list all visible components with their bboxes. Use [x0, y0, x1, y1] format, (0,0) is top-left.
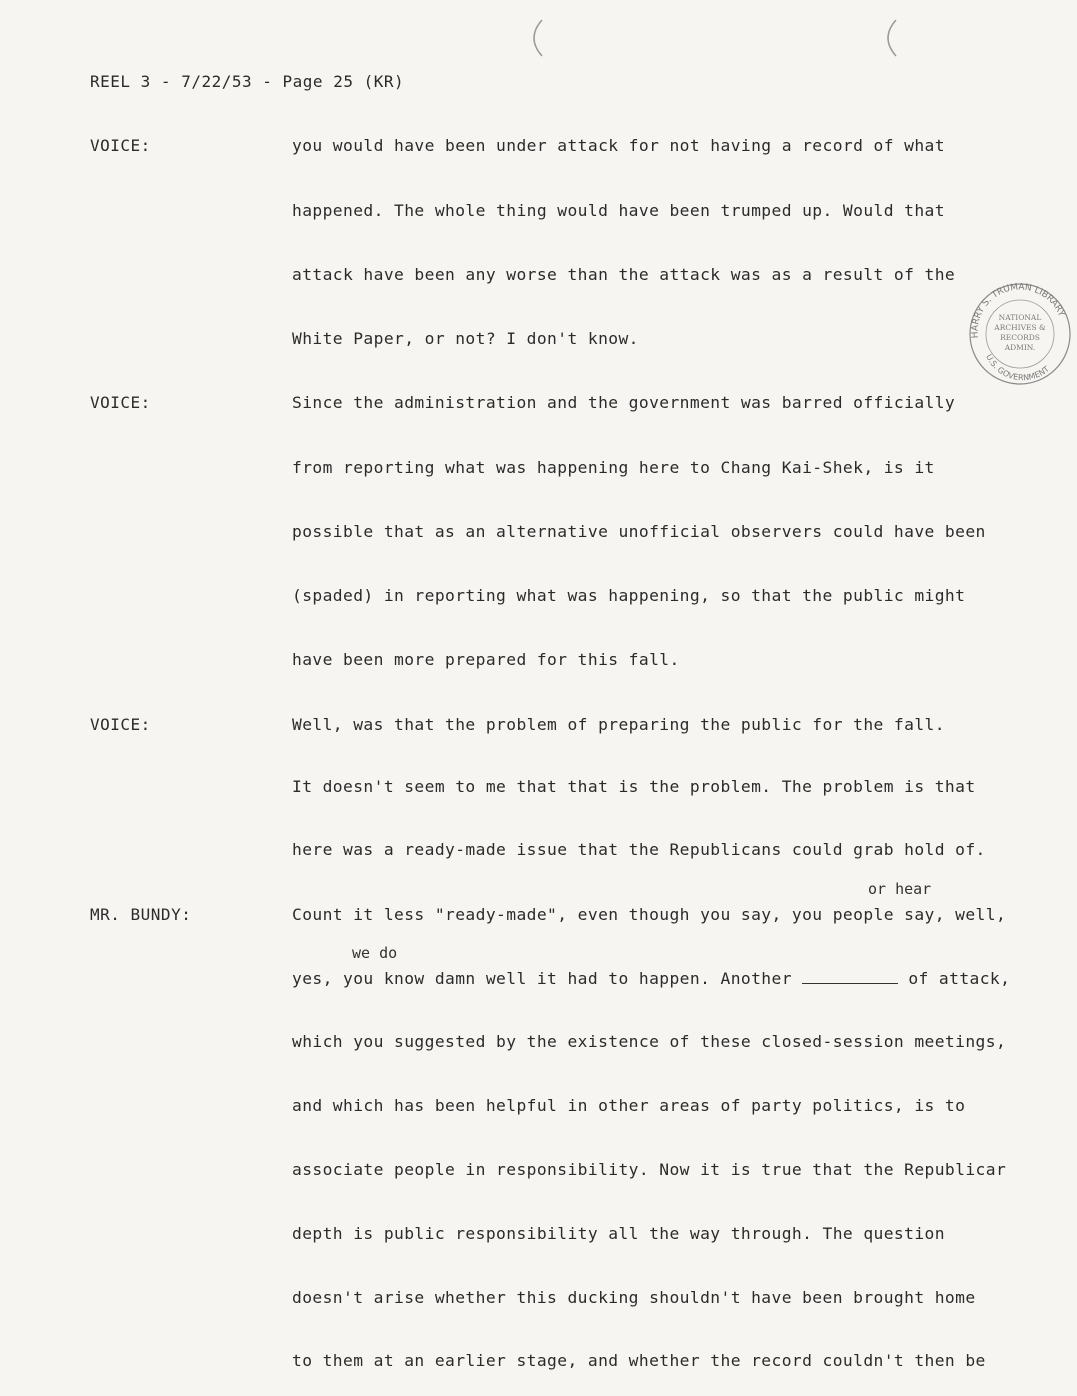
transcript-line — [292, 969, 1010, 988]
transcript-line: happened. The whole thing would have been trumped up. Would that — [292, 201, 945, 220]
transcript-line: It doesn't seem to me that that is the problem. The problem is that — [292, 777, 976, 796]
transcript-line: (spaded) in reporting what was happening, so that the public might — [292, 586, 966, 605]
handwritten-insertion: we do — [352, 944, 398, 962]
transcript-line: to them at an earlier stage, and whether the record couldn't then be — [292, 1351, 986, 1370]
line-segment: of attack, — [908, 969, 1011, 988]
transcript-line: possible that as an alternative unofficial observers could have been — [292, 522, 986, 541]
speaker-label: VOICE: — [90, 393, 151, 412]
page-header: REEL 3 - 7/22/53 - Page 25 (KR) — [90, 72, 405, 91]
transcript-line: which you suggested by the existence of these closed-session meetings, — [292, 1032, 1007, 1051]
archive-stamp — [962, 276, 1074, 388]
speaker-label: VOICE: — [90, 715, 151, 734]
transcript-line: Since the administration and the government was barred officially — [292, 393, 956, 412]
transcript-line: depth is public responsibility all the way through. The question — [292, 1224, 945, 1243]
blank-underline — [802, 971, 898, 984]
transcript-line: attack have been any worse than the attack was as a result of the — [292, 265, 956, 284]
stamp-inner-text: NATIONAL — [998, 313, 1042, 322]
transcript-line: you would have been under attack for not having a record of what — [292, 136, 945, 155]
punch-hole-right — [876, 18, 902, 58]
transcript-line: Well, was that the problem of preparing the public for the fall. — [292, 715, 945, 734]
transcript-line: and which has been helpful in other areas of party politics, is to — [292, 1096, 966, 1115]
transcript-line: doesn't arise whether this ducking shouldn't have been brought home — [292, 1288, 976, 1307]
speaker-label: VOICE: — [90, 136, 151, 155]
stamp-inner-text: ARCHIVES & — [994, 323, 1046, 332]
transcript-line: have been more prepared for this fall. — [292, 650, 680, 669]
stamp-bottom-text: U.S. GOVERNMENT — [984, 352, 1051, 383]
transcript-line: Count it less "ready-made", even though you say, you people say, well, — [292, 905, 1007, 924]
transcript-line: associate people in responsibility. Now it is true that the Republicar — [292, 1160, 1007, 1179]
transcript-line: here was a ready-made issue that the Republicans could grab hold of. — [292, 840, 986, 859]
transcript-line: from reporting what was happening here to Chang Kai-Shek, is it — [292, 458, 935, 477]
speaker-label: MR. BUNDY: — [90, 905, 192, 924]
punch-hole-left — [522, 18, 548, 58]
handwritten-insertion: or hear — [868, 880, 932, 898]
line-segment: yes, you know damn well it had to happen. Another — [292, 969, 792, 988]
stamp-inner-text: RECORDS — [1000, 333, 1040, 342]
stamp-inner-text: ADMIN. — [1004, 343, 1036, 352]
transcript-line: White Paper, or not? I don't know. — [292, 329, 639, 348]
stamp-outer-text: HARRY S. TRUMAN LIBRARY — [970, 282, 1067, 339]
